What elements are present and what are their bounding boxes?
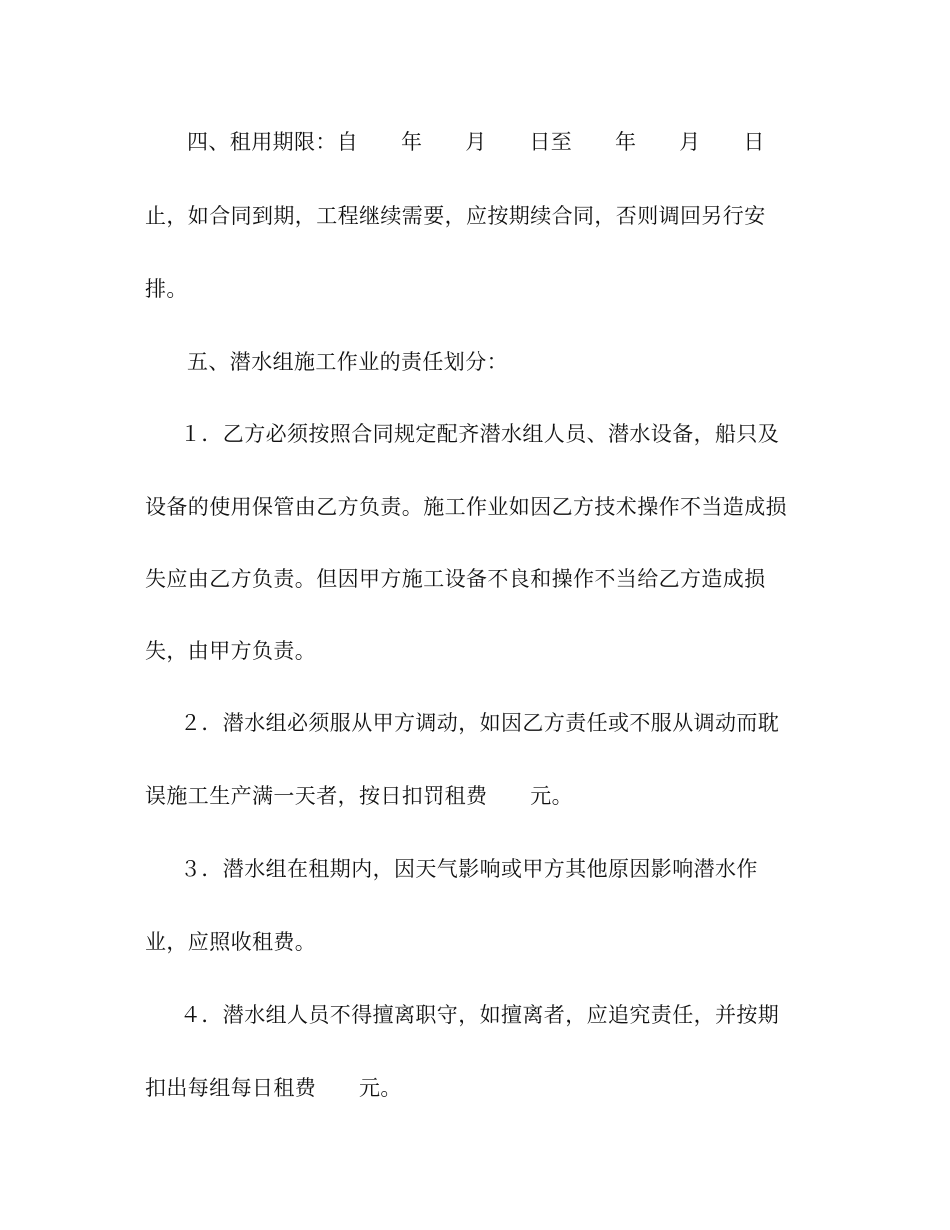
item-3-line-1: ３．潜水组在租期内，因天气影响或甲方其他原因影响潜水作 — [180, 857, 758, 881]
item-3-line-2: 业，应照收租费。 — [145, 930, 317, 954]
item-2-line-2: 误施工生产满一天者，按日扣罚租费 元。 — [145, 784, 573, 808]
item-1-line-3: 失应由乙方负责。但因甲方施工设备不良和操作不当给乙方造成损 — [145, 567, 766, 591]
item-1-line-1: １．乙方必须按照合同规定配齐潜水组人员、潜水设备，船只及 — [180, 422, 780, 446]
item-4-line-2: 扣出每组每日租费 元。 — [145, 1076, 402, 1100]
item-1-line-4: 失，由甲方负责。 — [145, 639, 317, 663]
clause-4-line-1: 四、租用期限：自 年 月 日至 年 月 日 — [187, 130, 765, 154]
item-4-line-1: ４．潜水组人员不得擅离职守，如擅离者，应追究责任，并按期 — [180, 1003, 780, 1027]
clause-4-line-3: 排。 — [145, 277, 188, 301]
item-2-line-1: ２．潜水组必须服从甲方调动，如因乙方责任或不服从调动而耽 — [180, 711, 780, 735]
clause-4-line-2: 止，如合同到期，工程继续需要，应按期续合同，否则调回另行安 — [145, 204, 766, 228]
clause-5-heading: 五、潜水组施工作业的责任划分： — [187, 350, 508, 374]
item-1-line-2: 设备的使用保管由乙方负责。施工作业如因乙方技术操作不当造成损 — [145, 495, 787, 519]
